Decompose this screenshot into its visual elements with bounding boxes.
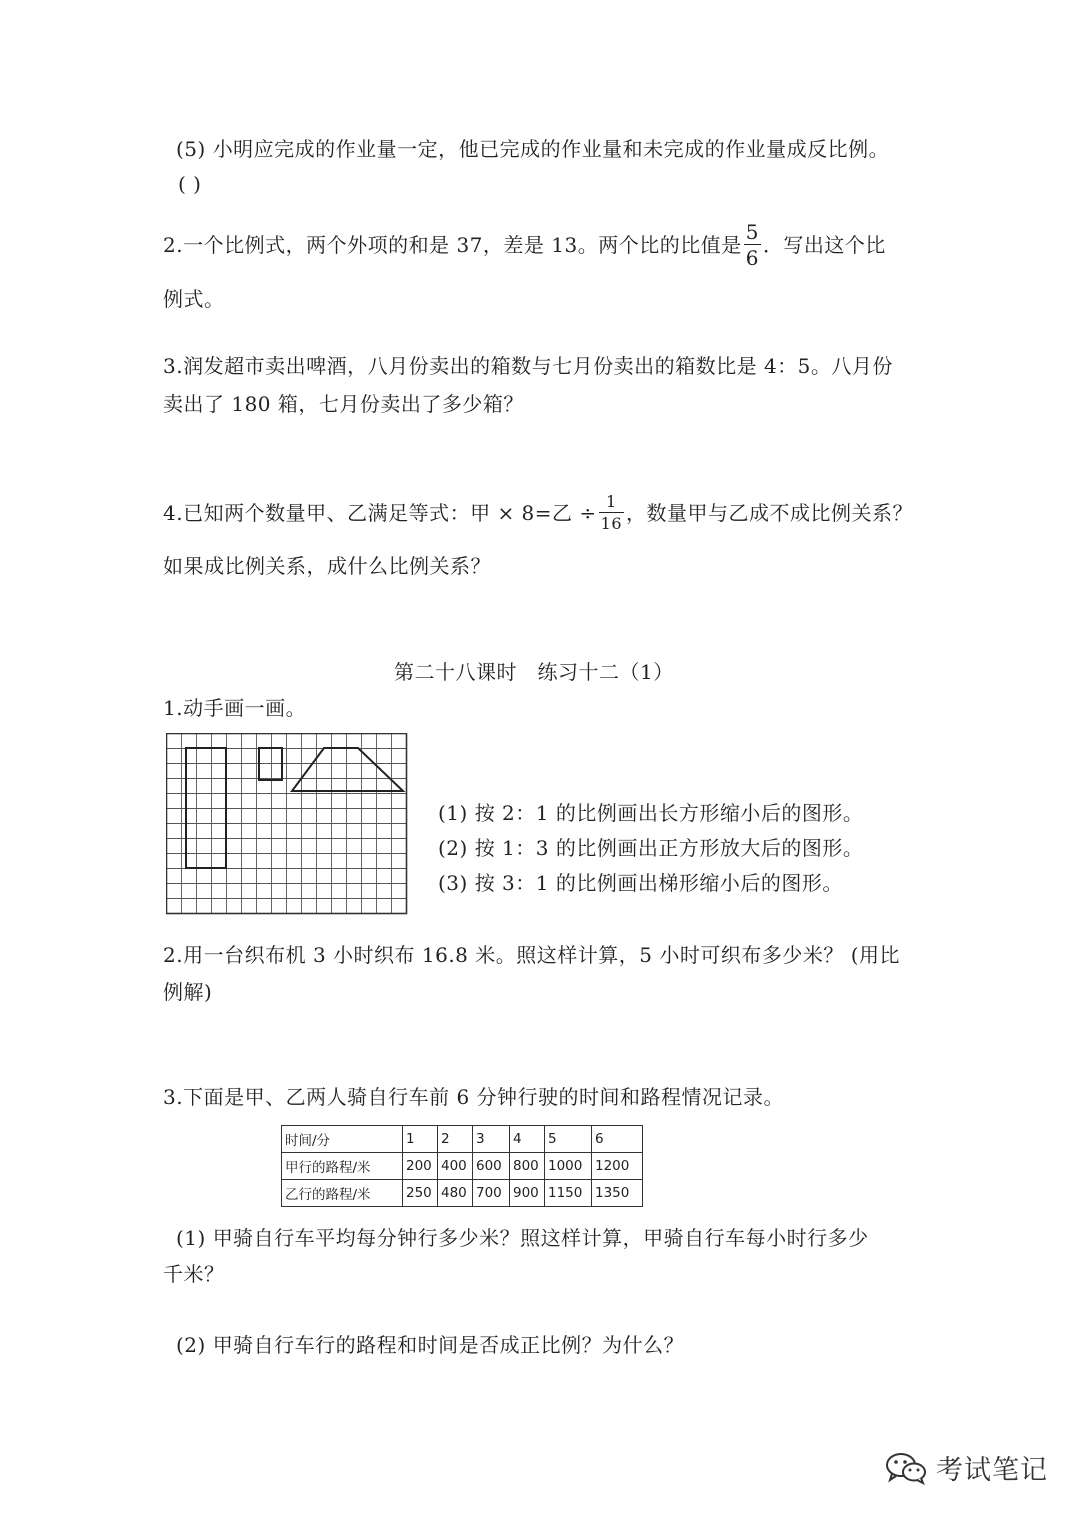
q4-line2: 如果成比例关系，成什么比例关系？ [163, 554, 491, 578]
q2-fraction-numerator: 5 [745, 220, 759, 244]
draw-item-2: (2) 按 1：3 的比例画出正方形放大后的图形。 [438, 836, 864, 860]
q3b-heading: 3.下面是甲、乙两人骑自行车前 6 分钟行驶的时间和路程情况记录。 [163, 1085, 785, 1109]
table-cell: 1200 [592, 1153, 643, 1180]
q4-fraction-numerator: 1 [605, 492, 617, 511]
table-cell: 6 [592, 1126, 643, 1153]
q5-answer-blank: ( ) [178, 172, 202, 196]
q2-fraction-denominator: 6 [745, 246, 759, 270]
q3b-sub1-line2: 千米？ [163, 1262, 225, 1286]
table-cell: 2 [438, 1126, 473, 1153]
q4-fraction [599, 494, 624, 532]
grid-rectangle-shape [186, 748, 226, 868]
table-cell: 480 [438, 1180, 473, 1207]
q3b-sub1-line1: (1) 甲骑自行车平均每分钟行多少米？照这样计算，甲骑自行车每小时行多少 [176, 1226, 869, 1250]
draw-heading: 1.动手画一画。 [163, 696, 307, 720]
table-cell: 4 [510, 1126, 545, 1153]
drawing-grid [166, 733, 408, 915]
grid-square-shape [259, 748, 282, 780]
table-cell: 3 [473, 1126, 510, 1153]
q2b-line2: 例解) [163, 980, 213, 1004]
q2-line2: 例式。 [163, 287, 225, 311]
table-cell: 200 [403, 1153, 438, 1180]
table-cell: 1150 [545, 1180, 592, 1207]
q3b-sub2: (2) 甲骑自行车行的路程和时间是否成正比例？为什么？ [176, 1333, 685, 1357]
table-row [282, 1180, 643, 1207]
table-cell: 甲行的路程/米 [282, 1153, 403, 1180]
q4-line1 [163, 494, 913, 532]
q2-fraction [744, 222, 761, 268]
record-table [281, 1125, 643, 1207]
watermark-text: 考试笔记 [936, 1455, 1048, 1486]
wechat-icon [884, 1450, 928, 1486]
q2-line1 [163, 222, 886, 268]
q3-line1: 3.润发超市卖出啤酒，八月份卖出的箱数与七月份卖出的箱数比是 4：5。八月份 [163, 354, 893, 378]
section-title: 第二十八课时 练习十二（1） [394, 660, 674, 684]
table-cell: 600 [473, 1153, 510, 1180]
q2-line1-end: ．写出这个比 [762, 233, 886, 257]
q3-line2: 卖出了 180 箱，七月份卖出了多少箱？ [163, 392, 524, 416]
table-row [282, 1153, 643, 1180]
table-cell: 400 [438, 1153, 473, 1180]
q4-line1-end: ，数量甲与乙成不成比例关系？ [626, 501, 914, 525]
grid-trapezoid-shape [292, 748, 403, 791]
table-cell: 乙行的路程/米 [282, 1180, 403, 1207]
q5-text: (5) 小明应完成的作业量一定，他已完成的作业量和未完成的作业量成反比例。 [176, 137, 890, 161]
table-cell: 250 [403, 1180, 438, 1207]
q2-line1-text: 2.一个比例式，两个外项的和是 37，差是 13。两个比的比值是 [163, 233, 742, 257]
table-cell: 1350 [592, 1180, 643, 1207]
draw-item-3: (3) 按 3：1 的比例画出梯形缩小后的图形。 [438, 871, 843, 895]
q4-line1-text: 4.已知两个数量甲、乙满足等式：甲 × 8=乙 ÷ [163, 501, 597, 525]
table-cell: 1 [403, 1126, 438, 1153]
watermark [884, 1448, 1048, 1487]
q2b-line1: 2.用一台织布机 3 小时织布 16.8 米。照这样计算，5 小时可织布多少米？ (用比 [163, 943, 901, 967]
table-cell: 时间/分 [282, 1126, 403, 1153]
table-cell: 1000 [545, 1153, 592, 1180]
table-cell: 900 [510, 1180, 545, 1207]
q4-fraction-denominator: 16 [600, 514, 623, 533]
table-cell: 5 [545, 1126, 592, 1153]
table-cell: 800 [510, 1153, 545, 1180]
draw-item-1: (1) 按 2：1 的比例画出长方形缩小后的图形。 [438, 801, 864, 825]
table-row [282, 1126, 643, 1153]
table-cell: 700 [473, 1180, 510, 1207]
